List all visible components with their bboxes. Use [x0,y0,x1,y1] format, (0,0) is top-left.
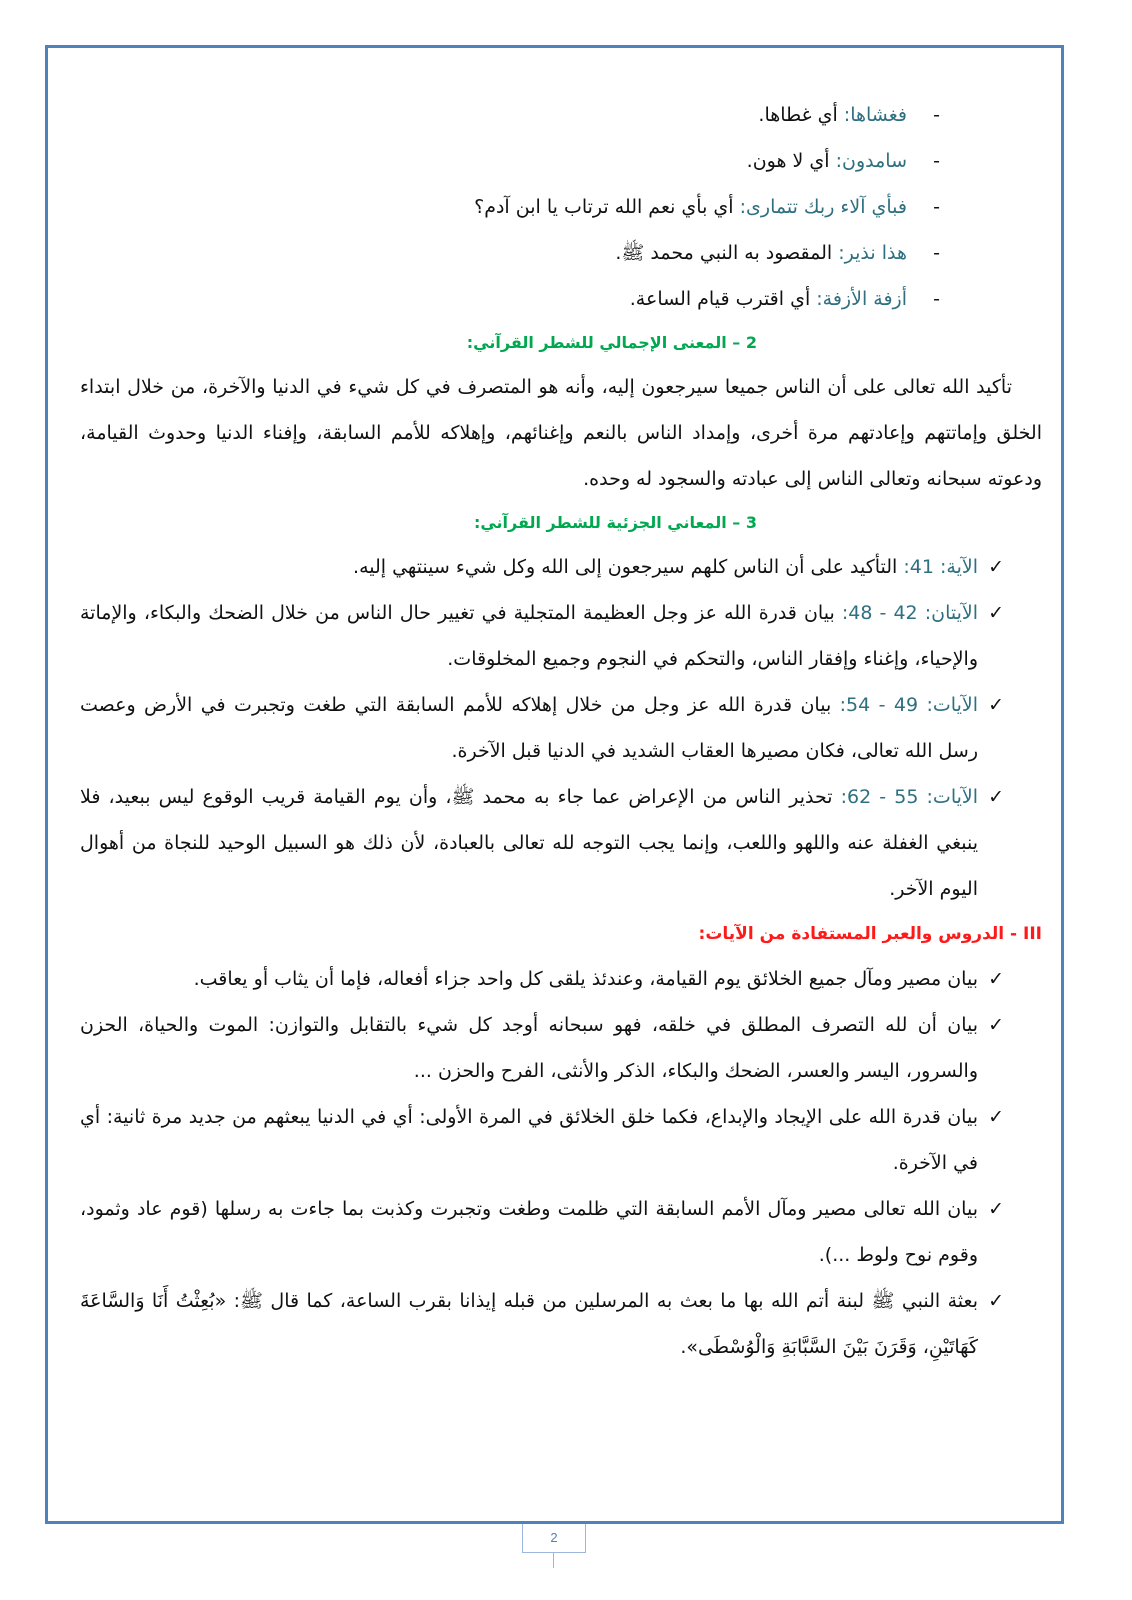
vocabulary-list [80,92,1042,322]
vocabulary-item [80,138,1042,184]
page-number-line [553,1552,554,1568]
checkmark-icon: ✓ [988,786,1004,808]
vocab-definition: أي اقترب قيام الساعة. [629,288,817,310]
dash-bullet: - [933,104,940,126]
lesson-text: بيان قدرة الله على الإيجاد والإبداع، فكما خلق الخلائق في المرة الأولى: أي في الدنيا يبعثهم من جديد مرة ثانية: أي في الآخرة. [80,1106,978,1174]
verse-label: الآيات: 49 - 54: [839,694,978,716]
checkmark-icon: ✓ [988,968,1004,990]
list-item [80,544,1042,590]
verse-label: الآيات: 55 - 62: [840,786,979,808]
section-heading-detailed-meanings: 3 – المعاني الجزئية للشطر القرآني: [473,513,757,532]
lesson-text: بيان الله تعالى مصير ومآل الأمم السابقة التي ظلمت وطغت وتجبرت وكذبت بما جاءت به رسلها (قوم عاد وثمود، وقوم نوح ولوط ...). [80,1198,978,1266]
vocabulary-item [80,92,1042,138]
checkmark-icon: ✓ [988,556,1004,578]
list-item [80,1094,1042,1186]
vocabulary-item [80,230,1042,276]
lesson-text: بعثة النبي ﷺ لبنة أتم الله بها ما بعث به المرسلين من قبله إيذانا بقرب الساعة، كما قال ﷺ: «بُعِثْتُ أَنَا وَالسَّاعَةَ كَهَاتَيْنِ، وَقَرَنَ بَيْنَ السَّبَّابَةِ وَالْوُسْطَى». [80,1290,978,1358]
list-item [80,590,1042,682]
vocab-term: سامدون: [835,150,907,172]
checkmark-icon: ✓ [988,1106,1004,1128]
section-heading-general-meaning: 2 – المعنى الإجمالي للشطر القرآني: [466,333,757,352]
vocab-definition: المقصود به النبي محمد ﷺ. [615,242,839,264]
checkmark-icon: ✓ [988,602,1004,624]
vocab-definition: أي غطاها. [758,104,844,126]
verse-meaning: بيان قدرة الله عز وجل من خلال إهلاكه للأمم السابقة التي طغت وتجبرت في الأرض وعصت رسل الله تعالى، فكان مصيرها العقاب الشديد في الدنيا قبل الآخرة. [80,694,978,762]
dash-bullet: - [933,242,940,264]
vocab-definition: أي بأي نعم الله ترتاب يا ابن آدم؟ [474,196,740,218]
vocabulary-item [80,276,1042,322]
verse-label: الآيتان: 42 - 48: [841,602,979,624]
list-item [80,682,1042,774]
vocab-term: أزفة الأزفة: [816,288,907,310]
list-item [80,774,1042,912]
dash-bullet: - [933,196,940,218]
verse-meaning: تحذير الناس من الإعراض عما جاء به محمد ﷺ، وأن يوم القيامة قريب الوقوع ليس ببعيد، فلا ينبغي الغفلة عنه واللهو واللعب، وإنما يجب التوجه لله تعالى بالعبادة، لأن ذلك هو السبيل الوحيد للنجاة من أهوال اليوم الآخر. [80,786,978,900]
vocab-term: فبأي آلاء ربك تتمارى: [739,196,907,218]
verse-meaning: التأكيد على أن الناس كلهم سيرجعون إلى الله وكل شيء سينتهي إليه. [353,556,904,578]
vocabulary-item [80,184,1042,230]
verse-meaning: بيان قدرة الله عز وجل العظيمة المتجلية في تغيير حال الناس من خلال الضحك والبكاء، والإماتة والإحياء، وإغناء وإفقار الناس، والتحكم في النجوم وجميع المخلوقات. [80,602,978,670]
vocab-definition: أي لا هون. [746,150,836,172]
checkmark-icon: ✓ [988,1198,1004,1220]
list-item [80,1186,1042,1278]
dash-bullet: - [933,288,940,310]
page-number: 2 [522,1524,586,1553]
detailed-meanings-list [80,544,1042,912]
list-item [80,956,1042,1002]
lesson-text: بيان مصير ومآل جميع الخلائق يوم القيامة، وعندئذ يلقى كل واحد جزاء أفعاله، فإما أن يثاب أو يعاقب. [193,968,978,990]
checkmark-icon: ✓ [988,694,1004,716]
lessons-list [80,956,1042,1370]
checkmark-icon: ✓ [988,1290,1004,1312]
vocab-term: فغشاها: [843,104,907,126]
list-item [80,1278,1042,1370]
list-item [80,1002,1042,1094]
vocab-term: هذا نذير: [838,242,907,264]
checkmark-icon: ✓ [988,1014,1004,1036]
section-heading-lessons: III - الدروس والعبر المستفادة من الآيات: [698,924,1042,944]
lesson-text: بيان أن لله التصرف المطلق في خلقه، فهو سبحانه أوجد كل شيء بالتقابل والتوازن: الموت والحياة، الحزن والسرور، اليسر والعسر، الضحك والبكاء، الذكر والأنثى، الفرح والحزن ... [80,1014,978,1082]
page-content [80,92,1042,1370]
general-meaning-paragraph: تأكيد الله تعالى على أن الناس جميعا سيرجعون إليه، وأنه هو المتصرف في كل شيء في الدنيا والآخرة، من خلال ابتداء الخلق وإماتتهم وإعادتهم مرة أخرى، وإمداد الناس بالنعم وإغنائهم، وإهلاكه للأمم السابقة، وإفناء الدنيا وحدوث القيامة، ودعوته سبحانه وتعالى الناس إلى عبادته والسجود له وحده. [80,376,1042,490]
verse-label: الآية: 41: [903,556,978,578]
dash-bullet: - [933,150,940,172]
